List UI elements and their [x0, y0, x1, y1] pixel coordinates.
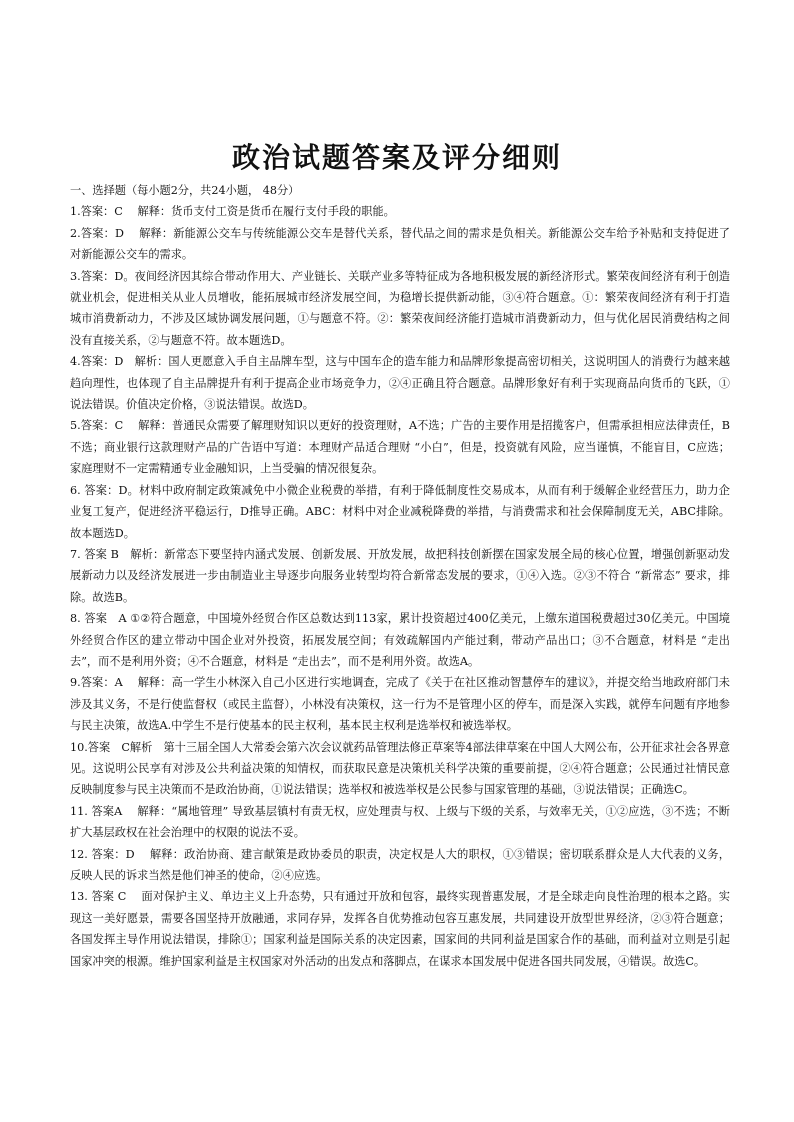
answer-item-2: 2.答案：D 解释：新能源公交车与传统能源公交车是替代关系，替代品之间的需求是负相关。新能源公交车给予补贴和支持促进了对新能源公交车的需求。	[70, 226, 730, 262]
answer-body	[70, 180, 730, 972]
answer-item-11: 11. 答案A 解释：“属地管理” 导致基层镇村有责无权，应处理责与权、上级与下级的关系，与效率无关，①②应选，③不选；不断扩大基层政权在社会治理中的权限的说法不妥。	[70, 804, 730, 840]
answer-item-5: 5.答案：C 解释：普通民众需要了解理财知识以更好的投资理财，A不选；广告的主要作用是招揽客户，但需承担相应法律责任，B不选；商业银行这款理财产品的广告语中写道：本理财产品适合理财 “小白”，但是，投资就有风险，应当谨慎，不能盲目，C应选；家庭理财不一定需精通专业金融知识，上当受骗的情况很复杂。	[70, 419, 730, 476]
answer-item-7: 7. 答案 B 解析：新常态下要坚持内涵式发展、创新发展、开放发展，故把科技创新摆在国家发展全局的核心位置，增强创新驱动发展新动力以及经济发展进一步由制造业主导逐步向服务业转型均符合新常态发展的要求，①④入选。②③不符合 “新常态” 要求，排除。故选B。	[70, 547, 730, 604]
answer-item-8: 8. 答案 A ①②符合题意，中国境外经贸合作区总数达到113家，累计投资超过400亿美元，上缴东道国税费超过30亿美元。中国境外经贸合作区的建立带动中国企业对外投资，拓展发展空间；有效疏解国内产能过剩，带动产品出口；③不合题意，材料是 “走出去”，而不是利用外资；④不合题意，材料是 “走出去”，而不是利用外资。故选A。	[70, 612, 730, 668]
answer-item-13: 13. 答案 C 面对保护主义、单边主义上升态势，只有通过开放和包容，最终实现普惠发展，才是全球走向良性治理的根本之路。实现这一美好愿景，需要各国坚持开放融通，求同存异，发挥各自优势推动包容互惠发展，共同建设开放型世界经济，②③符合题意；各国发挥主导作用说法错误，排除①；国家利益是国际关系的决定因素，国家间的共同利益是国家合作的基础，而利益对立则是引起国家冲突的根源。维护国家利益是主权国家对外活动的出发点和落脚点，在谋求本国发展中促进各国共同发展，④错误。故选C。	[70, 890, 730, 968]
section-heading: 一、选择题（每小题2分，共24小题， 48分）	[70, 184, 300, 197]
answer-item-3: 3.答案：D。夜间经济因其综合带动作用大、产业链长、关联产业多等特征成为各地积极发展的新经济形式。繁荣夜间经济有利于创造就业机会，促进相关从业人员增收，能拓展城市经济发展空间，为稳增长提供新动能，③④符合题意。①：繁荣夜间经济有利于打造城市消费新动力，不涉及区域协调发展问题，①与题意不符。②：繁荣夜间经济能打造城市消费新动力，但与优化居民消费结构之间没有直接关系，②与题意不符。故本题选D。	[70, 269, 730, 347]
answer-item-9: 9.答案：A 解释：高一学生小林深入自己小区进行实地调查，完成了《关于在社区推动智慧停车的建议》，并提交给当地政府部门未涉及其义务，不是行使监督权（或民主监督），小林没有决策权，这一行为不是管理小区的停车，而是深入实践，就停车问题有序地参与民主决策，故选A.中学生不是行使基本的民主权利，基本民主权利是选举权和被选举权。	[70, 676, 730, 733]
answer-item-10: 10.答案 C解析 第十三届全国人大常委会第六次会议就药品管理法修正草案等4部法律草案在中国人大网公布，公开征求社会各界意见。这说明公民享有对涉及公共利益决策的知情权，而获取民意是决策机关科学决策的重要前提，②④符合题意；公民通过社情民意反映制度参与民主决策而不是政治协商，①说法错误；选举权和被选举权是公民参与国家管理的基础，③说法错误；正确选C。	[70, 740, 730, 797]
answer-item-12: 12. 答案：D 解释：政治协商、建言献策是政协委员的职责，决定权是人大的职权，①③错误；密切联系群众是人大代表的义务，反映人民的诉求当然是他们神圣的使命，②④应选。	[70, 847, 730, 882]
answer-item-4: 4.答案：D 解析：国人更愿意入手自主品牌车型，这与中国车企的造车能力和品牌形象提高密切相关，这说明国人的消费行为越来越趋向理性，也体现了自主品牌提升有利于提高企业市场竞争力，②④正确且符合题意。品牌形象好有利于实现商品向货币的飞跃，①说法错误。价值决定价格，③说法错误。故选D。	[70, 355, 730, 412]
answer-item-1: 1.答案：C 解释：货币支付工资是货币在履行支付手段的职能。	[70, 205, 395, 219]
answer-item-6: 6. 答案：D。材料中政府制定政策减免中小微企业税费的举措，有利于降低制度性交易成本，从而有利于缓解企业经营压力，助力企业复工复产，促进经济平稳运行，D推导正确。ABC：材料中对企业减税降费的举措，与消费需求和社会保障制度无关，ABC排除。故本题选D。	[70, 483, 730, 540]
page-title: 政治试题答案及评分细则	[231, 141, 562, 174]
